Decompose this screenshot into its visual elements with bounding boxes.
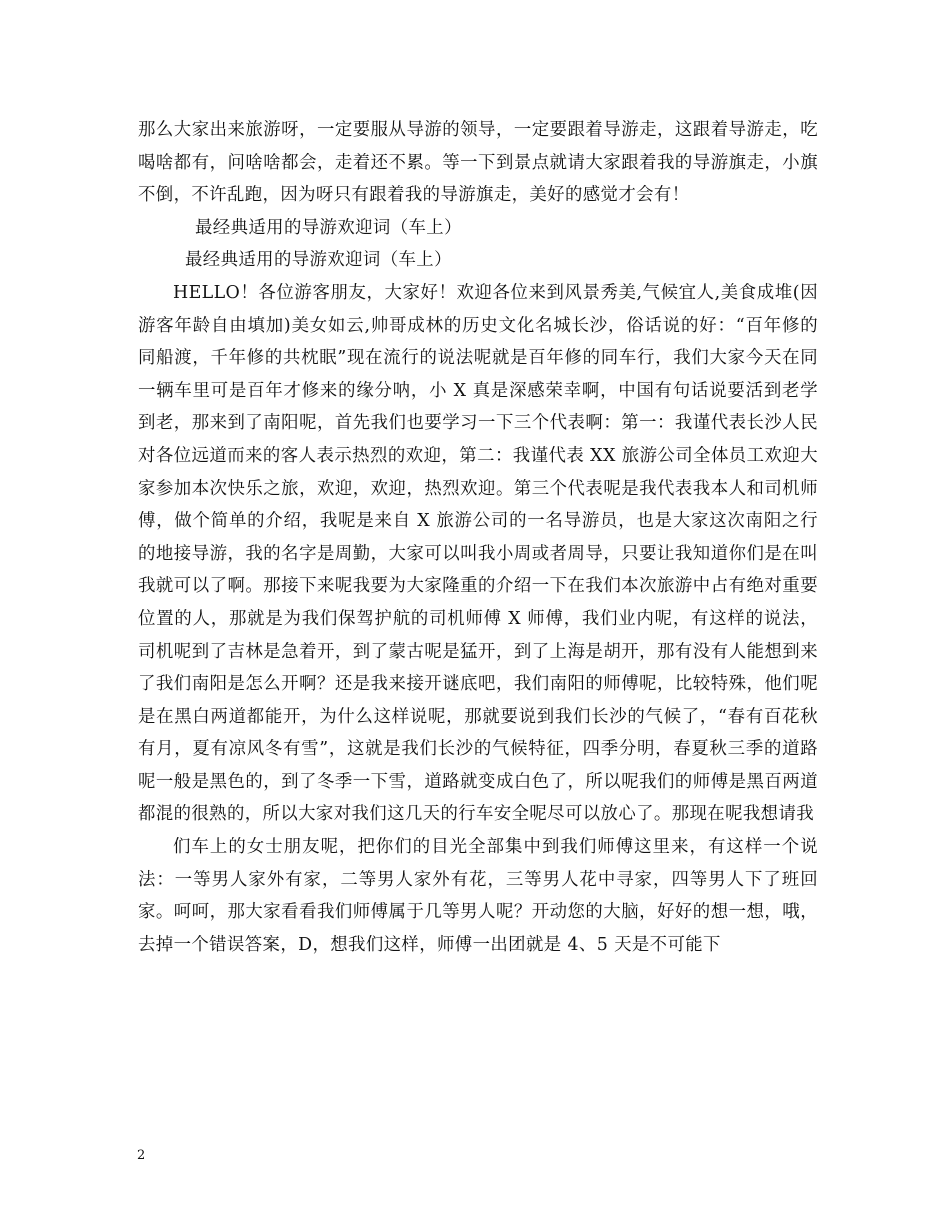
page-number: 2	[137, 1148, 146, 1163]
paragraph-continuation: 们车上的女士朋友呢，把你们的目光全部集中到我们师傅这里来，有这样一个说法：一等男人家外有家，二等男人家外有花，三等男人花中寻家，四等男人下了班回家。呵呵，那大家看看我们师傅属于几等男人呢？开动您的大脑，好好的想一想，哦，去掉一个错误答案，D，想我们这样，师傅一出团就是 4、5 天是不可能下	[138, 837, 818, 955]
paragraph-welcome-speech: HELLO！各位游客朋友，大家好！欢迎各位来到风景秀美,气候宜人,美食成堆(因游客年龄自由填加)美女如云,帅哥成林的历史文化名城长沙，俗话说的好：“百年修的同船渡，千年修的共枕眠”现在流行的说法呢就是百年修的同车行，我们大家今天在同一辆车里可是百年才修来的缘分呐，小 X 真是深感荣幸啊，中国有句话说要活到老学到老，那来到了南阳呢，首先我们也要学习一下三个代表啊：第一：我谨代表长沙人民对各位远道而来的客人表示热烈的欢迎，第二：我谨代表 XX 旅游公司全体员工欢迎大家参加本次快乐之旅，欢迎，欢迎，热烈欢迎。第三个代表呢是我代表我本人和司机师傅，做个简单的介绍，我呢是来自 X 旅游公司的一名导游员，也是大家这次南阳之行的地接导游，我的名字是周勤，大家可以叫我小周或者周导，只要让我知道你们是在叫我就可以了啊。那接下来呢我要为大家隆重的介绍一下在我们本次旅游中占有绝对重要位置的人，那就是为我们保驾护航的司机师傅 X 师傅，我们业内呢，有这样的说法，司机呢到了吉林是急着开，到了蒙古呢是猛开，到了上海是胡开，那有没有人能想到来了我们南阳是怎么开啊？还是我来接开谜底吧，我们南阳的师傅呢，比较特殊，他们呢是在黑白两道都能开，为什么这样说呢，那就要说到我们长沙的气候了，“春有百花秋有月，夏有凉风冬有雪”，这就是我们长沙的气候特征，四季分明，春夏秋三季的道路呢一般是黑色的，到了冬季一下雪，道路就变成白色了，所以呢我们的师傅是黑百两道都混的很熟的，所以大家对我们这几天的行车安全呢尽可以放心了。那现在呢我想请我	[138, 282, 818, 825]
document-body	[138, 114, 818, 961]
section-heading: 最经典适用的导游欢迎词（车上）	[195, 217, 462, 238]
section-heading-repeat: 最经典适用的导游欢迎词（车上）	[185, 250, 452, 271]
paragraph-intro: 那么大家出来旅游呀，一定要服从导游的领导，一定要跟着导游走，这跟着导游走，吃喝啥都有，问啥啥都会，走着还不累。等一下到景点就请大家跟着我的导游旗走，小旗不倒，不许乱跑，因为呀只有跟着我的导游旗走，美好的感觉才会有！	[138, 120, 818, 206]
